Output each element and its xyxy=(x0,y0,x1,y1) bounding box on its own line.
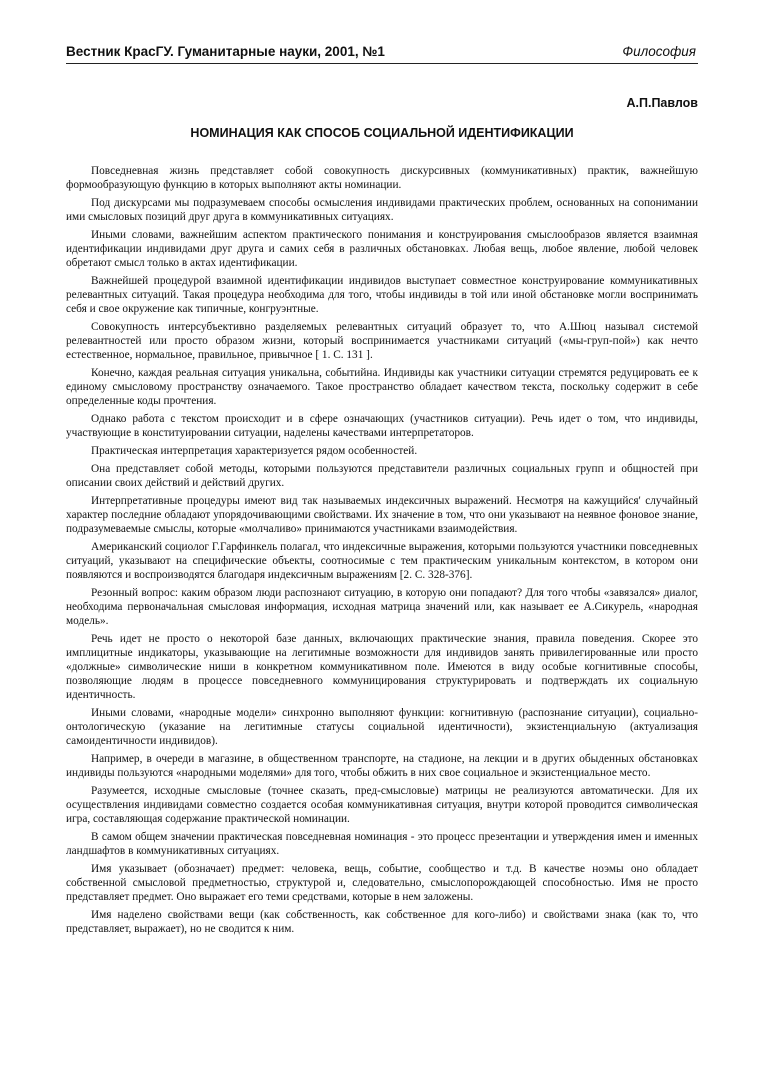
paragraph: Разумеется, исходные смысловые (точнее сказать, пред-смысловые) матрицы не реализуются автоматически. Для их осуществления индивидами совместно создается особая коммуникативная ситуация, внутри которой проводится символическая игра, составляющая содержание практической номинации. xyxy=(66,785,698,825)
paragraph: Иными словами, важнейшим аспектом практического понимания и конструирования смыслообразов является взаимная идентификации индивидами друг друга и самих себя в различных обстановках. Любая вещь, любое явление, любой человек обретают смысл только в актах идентификации. xyxy=(66,229,698,269)
section-name: Философия xyxy=(622,44,696,59)
paragraph: Имя указывает (обозначает) предмет: человека, вещь, событие, сообщество и т.д. В качестве ноэмы оно обладает собственной смысловой предметностью, структурой и, следовательно, смыслопорождающей способностью. Имя не просто представляет предмет. Оно выражает его теми средствами, которые в нем заложены. xyxy=(66,863,698,903)
paragraph: Совокупность интерсубъективно разделяемых релевантных ситуаций образует то, что А.Шюц называл системой релевантностей или просто образом жизни, который воспринимается участниками ситуаций («мы-груп-пой») как нечто естественное, нормальное, правильное, привычное [ 1. С. 131 ]. xyxy=(66,321,698,361)
paragraph: Речь идет не просто о некоторой базе данных, включающих практические знания, правила поведения. Скорее это имплицитные индикаторы, указывающие на легитимные возможности для индивидов занять привилегированные или просто «должные» символические ниши в конкретном коммуникативном поле. Имеются в виду особые когнитивные способы, позволяющие людям в процессе повседневного коммуницирования структурировать и подтверждать их социальную идентичность. xyxy=(66,633,698,701)
paragraph: В самом общем значении практическая повседневная номинация - это процесс презентации и утверждения имен и именных ландшафтов в коммуникативных ситуациях. xyxy=(66,831,698,857)
running-header xyxy=(66,44,696,62)
paragraph: Иными словами, «народные модели» синхронно выполняют функции: когнитивную (распознание ситуации), социально-онтологическую (указание на легитимные статусы социальной идентичности), экзистенциальную (актуализация самоидентичности индивидов). xyxy=(66,707,698,747)
paragraph: Важнейшей процедурой взаимной идентификации индивидов выступает совместное конструирование коммуникативных релевантных ситуаций. Такая процедура необходима для того, чтобы индивиды в той или иной обстановке могли воспринимать себя и свое окружение как типичные, конгруэнтные. xyxy=(66,275,698,315)
paragraph: Например, в очереди в магазине, в общественном транспорте, на стадионе, на лекции и в других обыденных обстановках индивиды пользуются «народными моделями» для того, чтобы обжить в них свое социальное и экзистенциальное место. xyxy=(66,753,698,779)
paragraph: Под дискурсами мы подразумеваем способы осмысления индивидами практических проблем, основанных на сопонимании ими смысловых позиций друг друга в коммуникативных ситуациях. xyxy=(66,197,698,223)
article-body xyxy=(66,164,698,940)
header-divider xyxy=(66,63,698,64)
paragraph: Американский социолог Г.Гарфинкель полагал, что индексичные выражения, которыми пользуются участники повседневных ситуаций, указывают на специфические объекты, соотносимые с тем практическим уникальным контекстом, в котором они появляются и воспроизводятся благодаря индексичным выражениям [2. С. 328-376]. xyxy=(66,541,698,581)
paragraph: Резонный вопрос: каким образом люди распознают ситуацию, в которую они попадают? Для того чтобы «завязался» диалог, необходима первоначальная смысловая информация, исходная матрица значений или, как называет ее А.Сикурель, «народная модель». xyxy=(66,587,698,627)
paragraph: Имя наделено свойствами вещи (как собственность, как собственное для кого-либо) и свойствами знака (как то, что представляет, выражает), но не сводится к ним. xyxy=(66,909,698,935)
paragraph: Однако работа с текстом происходит и в сфере означающих (участников ситуации). Речь идет о том, что индивиды, участвующие в конституировании ситуации, наделены качествами интерпретаторов. xyxy=(66,413,698,439)
paragraph: Она представляет собой методы, которыми пользуются представители различных социальных групп и общностей при описании своих действий и действий других. xyxy=(66,463,698,489)
article-title: НОМИНАЦИЯ КАК СПОСОБ СОЦИАЛЬНОЙ ИДЕНТИФИКАЦИИ xyxy=(190,126,574,140)
paragraph: Повседневная жизнь представляет собой совокупность дискурсивных (коммуникативных) практик, важнейшую формообразующую функцию в которых выполняют акты номинации. xyxy=(66,165,698,191)
paragraph: Интерпретативные процедуры имеют вид так называемых индексичных выражений. Несмотря на кажущийся' случайный характер последние обладают упорядочивающими свойствами. Их значение в том, что они указывают на неявное фоновое знание, подразумеваемые смыслы, которые «молчаливо» принимаются участниками взаимодействия. xyxy=(66,495,698,535)
article-author: А.П.Павлов xyxy=(626,96,698,110)
paragraph: Практическая интерпретация характеризуется рядом особенностей. xyxy=(91,445,418,457)
paragraph: Конечно, каждая реальная ситуация уникальна, событийна. Индивиды как участники ситуации стремятся редуцировать ее к единому смысловому пространству означаемого. Такое пространство обладает качеством текста, поскольку содержит в себе определенные коды прочтения. xyxy=(66,367,698,407)
journal-title: Вестник КрасГУ. Гуманитарные науки, 2001, №1 xyxy=(66,44,385,59)
